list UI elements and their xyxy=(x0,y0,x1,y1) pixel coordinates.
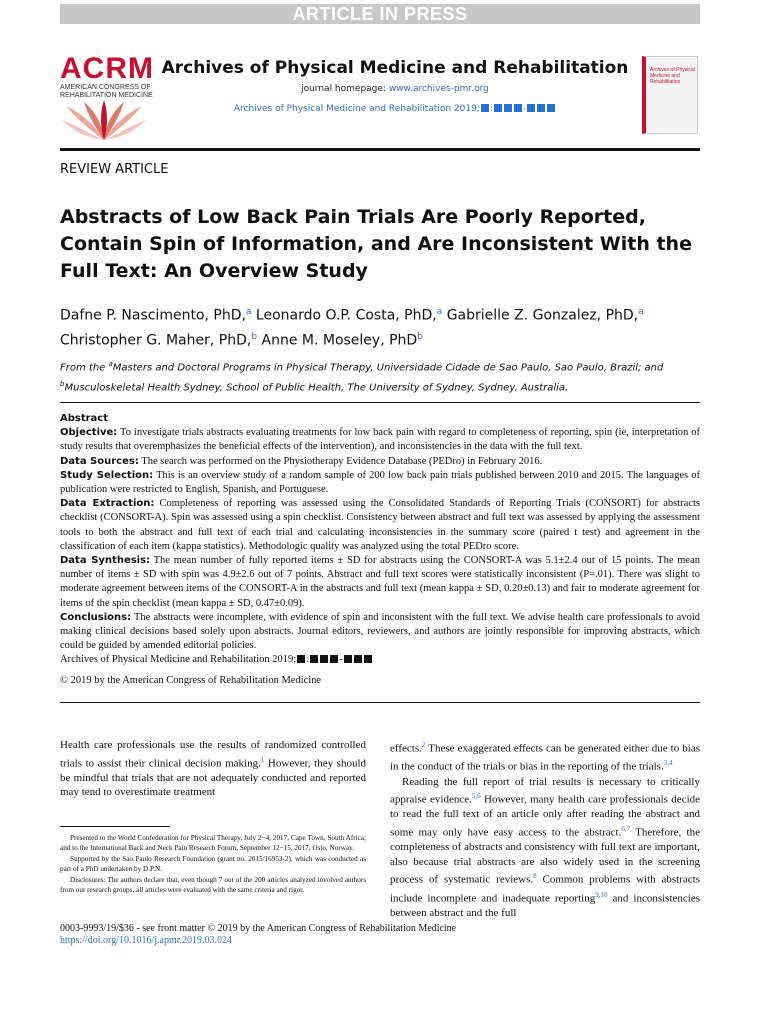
body-paragraph: effects.$^2$ These exaggerated effects can be generated either due to bias in the conduct of the trials or bias in the reporting of the trials.$^{3,4}$ xyxy=(390,741,700,773)
abstract-copyright: © 2019 by the American Congress of Rehabilitation Medicine xyxy=(60,674,322,686)
abstract-bottom-rule xyxy=(60,702,700,703)
affiliation-a: Masters and Doctoral Programs in Physical Therapy, Universidade Cidade de Sao Paulo, Sao Paulo, Brazil; and xyxy=(112,362,664,374)
author-name: Dafne P. Nascimento, PhD, xyxy=(60,307,246,324)
article-type: REVIEW ARTICLE xyxy=(60,162,169,177)
author-name: Anne M. Moseley, PhD xyxy=(261,332,418,349)
reference-link[interactable]: 6,7 xyxy=(621,824,631,833)
author-name: Christopher G. Maher, PhD, xyxy=(60,332,252,349)
reference-link[interactable]: 2 xyxy=(421,741,426,749)
acrm-flower-logo-icon xyxy=(60,100,148,142)
body-column-right xyxy=(390,738,700,920)
author-name: Leonardo O.P. Costa, PhD, xyxy=(255,307,437,324)
abstract-top-rule xyxy=(60,402,700,403)
abstract-study-selection: Study Selection: This is an overview study of a random sample of 200 low back pain trials published between 2010 and 2015. The languages of publication were restricted to English, Spanish, and Portuguese. xyxy=(60,469,700,496)
journal-title: Archives of Physical Medicine and Rehabilitation xyxy=(161,58,629,78)
footnote: Supported by the Sao Paulo Research Foundation (grant no. 2015/16953-2), which was conducted as part of a PhD undertaken by D.P.N. xyxy=(60,855,366,873)
author-list xyxy=(60,302,700,351)
journal-cover-thumbnail xyxy=(642,56,698,134)
abstract-citation: Archives of Physical Medicine and Rehabilitation 2019; : - xyxy=(60,653,700,667)
affiliation-b: Musculoskeletal Health Sydney, School of Public Health, The University of Sydney, Sydney, Australia. xyxy=(64,382,569,394)
abstract-data-synthesis: Data Synthesis: The mean number of fully reported items ± SD for abstracts using the CONSORT-A was 5.1±2.4 out of 15 points. The mean number of items ± SD with spin was 4.9±2.6 out of 7 points. Abstract and full text scores were statistically inconsistent (P=.01). There was slight to moderate agreement between items of the CONSORT-A in the abstracts and full text (mean kappa ± SD, 0.20±0.13) and fair to moderate agreement for items of the spin checklist (mean kappa ± SD, 0.47±0.09). xyxy=(60,555,700,609)
affiliation-marker[interactable]: a xyxy=(638,307,644,317)
body-paragraph: Reading the full report of trial results is necessary to critically appraise evidence.$^{5,6}$ However, many health care professionals decide to read the full text of an article only after reading the abstract and some may only have easy access to the abstract.$^{6,7}$ Therefore, the completeness of abstracts and consistency with full text are important, also because trial abstracts are also widely used in the screening process of systematic reviews.$^8$ Common problems with abstracts include incomplete and inadequate reporting$^{9,10}$ and inconsistencies between abstract and the full xyxy=(390,775,701,919)
reference-link[interactable]: 1 xyxy=(260,755,265,764)
homepage-label: journal homepage: xyxy=(301,84,389,94)
issn-line: 0003-9993/19/$36 - see front matter © 2019 by the American Congress of Rehabilitation Medicine xyxy=(60,923,457,934)
journal-citation-link[interactable]: Archives of Physical Medicine and Rehabilitation 2019; : - xyxy=(160,104,630,114)
abstract-data-sources: Data Sources: The search was performed on the Physiotherapy Evidence Database (PEDro) in February 2016. xyxy=(60,455,543,467)
abstract-objective: Objective: To investigate trials abstracts evaluating treatments for low back pain with regard to completeness of reporting, spin (ie, interpretation of study results that overemphasizes the beneficial effects of the intervention), and inconsistencies in the data with the full text. xyxy=(60,427,700,453)
cover-title: Archives of Physical Medicine and Rehabilitation xyxy=(650,67,695,85)
header-rule xyxy=(60,148,700,151)
doi-link[interactable]: https://doi.org/10.1016/j.apmr.2019.03.024 xyxy=(60,935,233,946)
abstract-conclusions: Conclusions: The abstracts were incomplete, with evidence of spin and inconsistent with the full text. We advise health care professionals to avoid making clinical decisions based solely upon abstracts. Journal editors, reviewers, and authors are jointly responsible for improving abstracts, which could be guided by amended editorial policies. xyxy=(60,611,700,652)
affiliation-prefix: From the xyxy=(60,362,109,374)
body-column-left xyxy=(60,738,366,800)
reference-link[interactable]: 9,10 xyxy=(595,890,608,899)
abstract-block xyxy=(60,412,700,688)
citation-prefix: Archives of Physical Medicine and Rehabilitation 2019; xyxy=(233,104,480,114)
footnotes xyxy=(60,834,366,898)
acrm-logo-subtitle: AMERICAN CONGRESS OF REHABILITATION MEDICINE xyxy=(60,84,153,99)
homepage-link[interactable]: www.archives-pmr.org xyxy=(388,84,489,94)
footnote: Presented to the World Confederation for Physical Therapy, July 2−4, 2017, Cape Town, South Africa; and to the International Back and Neck Pain Research Forum, September 12−15, 2017, Oslo, Norway. xyxy=(60,834,366,852)
author-name: Gabrielle Z. Gonzalez, PhD, xyxy=(446,307,639,324)
article-in-press-banner: ARTICLE IN PRESS xyxy=(60,4,700,24)
affiliation-marker[interactable]: b xyxy=(251,331,258,342)
reference-link[interactable]: 5,6 xyxy=(471,792,481,801)
journal-homepage xyxy=(160,84,630,94)
affiliations: From the $^a$Masters and Doctoral Programs in Physical Therapy, Universidade Cidade de Sao Paulo, Sao Paulo, Brazil; and $^b$Musculoskeletal Health Sydney, School of Public Health, The University of Sydney, Sydney, Australia. xyxy=(60,360,664,394)
article-title: Abstracts of Low Back Pain Trials Are Poorly Reported, Contain Spin of Information, and Are Inconsistent With the Full Text: An Overview Study xyxy=(60,206,692,282)
affiliation-marker[interactable]: b xyxy=(417,331,423,342)
abstract-data-extraction: Data Extraction: Completeness of reporting was assessed using the Consolidated Standards of Reporting Trials (CONSORT) for abstracts checklist (CONSORT-A). Spin was assessed using a spin checklist. Consistency between abstract and full text was assessed by applying the assessment tools to both the abstract and full text of each trial and calculating inconsistencies in the summary score (paired t test) and agreement in the classification of each item (kappa statistics). Methodologic quality was analyzed using the total PEDro score. xyxy=(60,498,700,552)
reference-link[interactable]: 3,4 xyxy=(663,759,673,768)
acrm-logo-text: ACRM xyxy=(60,52,154,85)
affiliation-marker[interactable]: a xyxy=(245,307,252,317)
footnote-rule xyxy=(60,826,170,827)
body-paragraph: Health care professionals use the results of randomized controlled trials to assist their clinical decision making.$^1$ However, they should be mindful that trials that are not adequately conducted and reported may tend to overestimate treatment xyxy=(60,739,366,799)
footnote: Disclosures: The authors declare that, even though 7 out of the 200 articles analyzed involved authors from our research groups, all articles were evaluated with the same criteria and rigor. xyxy=(60,876,366,894)
affiliation-marker[interactable]: a xyxy=(436,307,443,317)
abstract-heading: Abstract xyxy=(60,413,109,424)
reference-link[interactable]: 8 xyxy=(533,872,537,881)
